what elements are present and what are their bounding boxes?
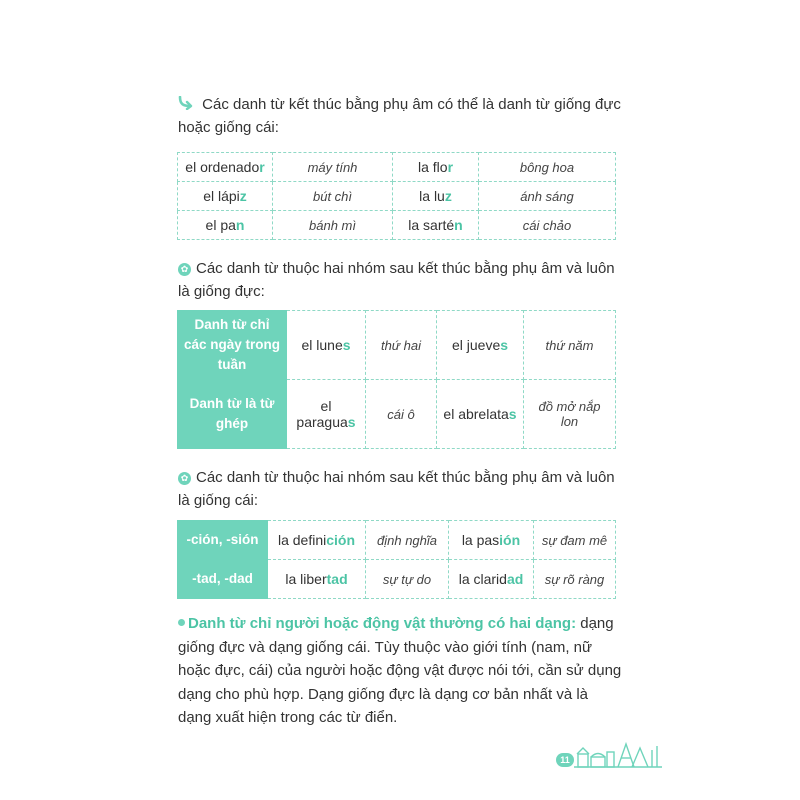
- word-cell: [449, 560, 534, 599]
- word-cell: [437, 311, 524, 380]
- word-cell: [287, 311, 366, 380]
- translation-text: thứ năm: [545, 337, 594, 353]
- word-stem: la defini: [277, 532, 327, 548]
- translation-cell: [524, 311, 616, 380]
- word-ending: tad: [326, 571, 348, 587]
- translation-text: cái chảo: [522, 217, 572, 233]
- translation-text: đồ mở nắp lon: [538, 399, 601, 429]
- word-cell: [178, 182, 273, 211]
- word-cell: [393, 211, 479, 240]
- translation-cell: [366, 560, 449, 599]
- word-stem: la liber: [285, 571, 327, 587]
- star-badge-icon: ✿: [178, 472, 191, 485]
- translation-cell: [479, 211, 616, 240]
- translation-cell: [273, 182, 393, 211]
- word-ending: s: [342, 337, 351, 353]
- page-number: 11: [556, 753, 574, 767]
- section1-table: [177, 152, 616, 240]
- table-row: [178, 153, 616, 182]
- word-ending: s: [508, 406, 517, 422]
- row-header: [178, 521, 268, 560]
- translation-cell: [479, 153, 616, 182]
- translation-text: bông hoa: [519, 159, 575, 175]
- table-row: [178, 521, 616, 560]
- word-ending: r: [259, 159, 265, 175]
- spanish-word: [185, 159, 264, 175]
- word-stem: la pas: [461, 532, 500, 548]
- paragraph-body: dạng giống đực và dạng giống cái. Tùy thuộc vào giới tính (nam, nữ hoặc đực, cái) của người hoặc động vật được nói tới, cần sử dụng dạng cho phù hợp. Dạng giống đực là dạng cơ bản nhất và là dạng xuất hiện trong các từ điển.: [178, 615, 622, 726]
- section3-intro: [178, 466, 628, 512]
- row-header: [178, 560, 268, 599]
- spanish-word: [206, 217, 245, 233]
- word-cell: [393, 153, 479, 182]
- translation-cell: [366, 311, 437, 380]
- translation-cell: [366, 521, 449, 560]
- city-skyline-icon: [574, 740, 664, 775]
- table-row: [178, 211, 616, 240]
- spanish-word: [418, 159, 453, 175]
- section1-text: Các danh từ kết thúc bằng phụ âm có thể là danh từ giống đực hoặc giống cái:: [178, 96, 621, 136]
- table-row: [178, 560, 616, 599]
- word-cell: [268, 521, 366, 560]
- word-stem: el jueve: [451, 337, 501, 353]
- arrow-turn-right-icon: [178, 96, 198, 113]
- translation-text: sự rõ ràng: [544, 571, 605, 587]
- word-stem: el ordenado: [185, 159, 260, 175]
- translation-cell: [479, 182, 616, 211]
- word-stem: la lu: [419, 188, 445, 204]
- word-ending: n: [235, 217, 245, 233]
- table-row: [178, 182, 616, 211]
- word-cell: [393, 182, 479, 211]
- translation-text: sự đam mê: [541, 532, 608, 548]
- word-stem: el lápi: [203, 188, 240, 204]
- spanish-word: [278, 532, 355, 548]
- word-ending: s: [500, 337, 509, 353]
- translation-text: ánh sáng: [520, 188, 574, 204]
- section2-intro: [178, 257, 628, 303]
- row-header-text: -ción, -sión: [186, 532, 259, 547]
- row-header-text: Danh từ là từ ghép: [189, 396, 275, 431]
- translation-text: bút chì: [312, 188, 353, 204]
- word-cell: [449, 521, 534, 560]
- translation-text: cái ô: [387, 406, 415, 422]
- section3-table: [177, 520, 616, 599]
- translation-cell: [273, 211, 393, 240]
- translation-cell: [534, 560, 616, 599]
- word-cell: [437, 380, 524, 449]
- translation-cell: [366, 380, 437, 449]
- translation-text: máy tính: [307, 159, 358, 175]
- row-header: [178, 380, 287, 449]
- spanish-word: [296, 398, 355, 430]
- row-header-text: -tad, -dad: [192, 571, 253, 586]
- word-stem: la clarid: [458, 571, 507, 587]
- word-ending: z: [444, 188, 452, 204]
- word-ending: s: [347, 414, 356, 430]
- spanish-word: [443, 406, 516, 422]
- word-ending: z: [239, 188, 247, 204]
- word-ending: ad: [506, 571, 524, 587]
- translation-text: định nghĩa: [377, 532, 437, 548]
- word-stem: el paragua: [296, 398, 348, 430]
- section2-text: Các danh từ thuộc hai nhóm sau kết thúc bằng phụ âm và luôn là giống đực:: [178, 260, 615, 300]
- spanish-word: [203, 188, 247, 204]
- row-header-text: Danh từ chỉ các ngày trong tuần: [183, 317, 281, 372]
- star-badge-icon: ✿: [178, 263, 191, 276]
- table-row: [178, 380, 616, 449]
- word-ending: r: [447, 159, 454, 175]
- section1-intro: [178, 93, 628, 139]
- table-row: [178, 311, 616, 380]
- spanish-word: [452, 337, 508, 353]
- word-cell: [268, 560, 366, 599]
- word-cell: [178, 211, 273, 240]
- paragraph-lead: Danh từ chỉ người hoặc động vật thường có hai dạng:: [188, 615, 577, 632]
- word-stem: la sarté: [408, 217, 455, 233]
- spanish-word: [462, 532, 520, 548]
- dot-icon: [178, 619, 185, 626]
- gender-forms-paragraph: [178, 612, 624, 730]
- section2-table: [177, 310, 616, 449]
- word-ending: n: [454, 217, 463, 233]
- translation-cell: [524, 380, 616, 449]
- translation-cell: [534, 521, 616, 560]
- word-ending: ión: [499, 532, 521, 548]
- translation-text: sự tự do: [382, 571, 432, 587]
- translation-cell: [273, 153, 393, 182]
- spanish-word: [459, 571, 524, 587]
- word-cell: [287, 380, 366, 449]
- spanish-word: [419, 188, 452, 204]
- translation-text: thứ hai: [380, 337, 422, 353]
- spanish-word: [301, 337, 350, 353]
- translation-text: bánh mì: [309, 217, 356, 233]
- word-stem: el abrelata: [443, 406, 509, 422]
- word-stem: el lune: [301, 337, 343, 353]
- spanish-word: [408, 217, 462, 233]
- word-stem: el pa: [205, 217, 236, 233]
- row-header: [178, 311, 287, 380]
- section3-text: Các danh từ thuộc hai nhóm sau kết thúc bằng phụ âm và luôn là giống cái:: [178, 469, 615, 509]
- word-ending: ción: [326, 532, 356, 548]
- word-cell: [178, 153, 273, 182]
- spanish-word: [285, 571, 347, 587]
- word-stem: la flo: [417, 159, 448, 175]
